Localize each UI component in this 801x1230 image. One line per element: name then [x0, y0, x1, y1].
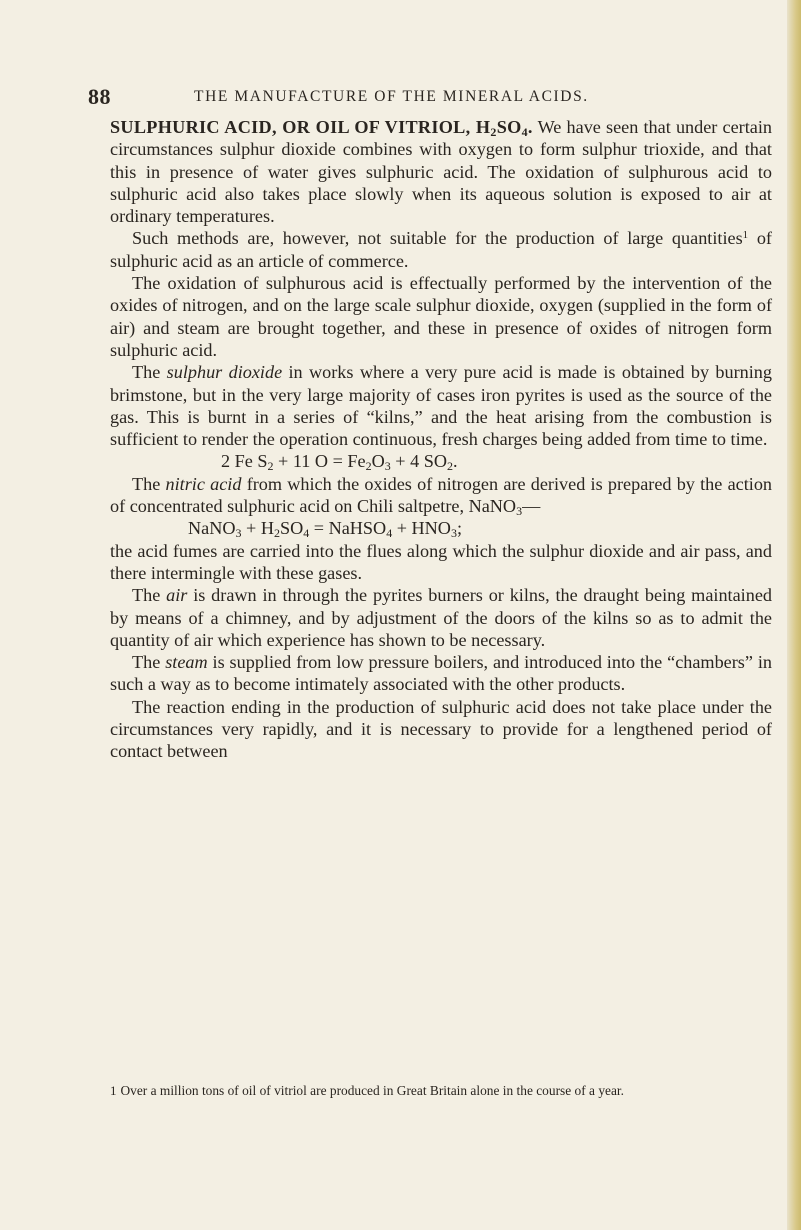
eq2-part-f: ;	[456, 518, 463, 539]
eq2-part-e: + HNO	[392, 518, 451, 539]
paragraph-nitric-acid	[110, 473, 772, 518]
paragraph-methods	[110, 227, 772, 272]
na-text: from which the oxides of nitrogen are derived is prepared by the action of concentrated sulphuric acid on Chili saltpetre, NaNO	[110, 473, 773, 517]
footnote-text: Over a million tons of oil of vitriol are produced in Great Britain alone in the course of a year.	[120, 1083, 624, 1098]
steam-prefix: The	[132, 652, 166, 673]
term-air: air	[166, 585, 188, 606]
eq2-sub-d: 4	[386, 526, 393, 541]
eq1-sub-a: 2	[267, 459, 274, 474]
eq2-sub-a: 3	[235, 526, 242, 541]
page-edge	[787, 0, 801, 1230]
footnote	[110, 1083, 772, 1099]
footnote-mark: 1	[110, 1083, 117, 1098]
term-sulphur-dioxide: sulphur dioxide	[166, 362, 283, 383]
equation-pyrites	[110, 450, 772, 472]
eq1-sub-d: 2	[446, 459, 453, 474]
eq1-sub-b: 2	[365, 459, 372, 474]
page-header	[88, 84, 788, 112]
paragraph-sulphur-dioxide	[110, 361, 772, 450]
eq2-sub-c: 4	[303, 526, 310, 541]
page-number: 88	[88, 84, 111, 109]
paragraph-oxidation: The oxidation of sulphurous acid is effectually performed by the intervention of the oxides of nitrogen, and on the large scale sulphur dioxide, oxygen (supplied in the form of air) and steam are brought together, and these in presence of oxides of nitrogen form sulphuric acid.	[110, 273, 772, 360]
eq2-part-a: NaNO	[188, 518, 236, 539]
methods-text-b: of sulphuric acid as an article of commerce.	[110, 228, 772, 271]
eq1-sub-c: 3	[384, 459, 391, 474]
methods-text-a: Such methods are, however, not suitable for the production of large quantities	[132, 228, 743, 249]
eq2-sub-b: 2	[273, 526, 280, 541]
eq2-sub-e: 3	[450, 526, 457, 541]
heading-sub-2: 2	[490, 125, 497, 139]
steam-text: is supplied from low pressure boilers, and introduced into the “chambers” in such a way as to become intimately associated with the other products.	[110, 652, 773, 695]
heading-sub-4: 4	[521, 125, 528, 139]
paragraph-intro	[110, 116, 772, 227]
na-sub: 3	[516, 504, 523, 519]
eq2-part-b: + H	[241, 518, 274, 539]
footnote-reference[interactable]: 1	[742, 229, 749, 242]
heading-end: .	[527, 117, 533, 137]
eq1-part-d: + 4 SO	[390, 451, 447, 472]
term-steam: steam	[165, 652, 208, 673]
eq1-part-a: 2 Fe S	[221, 451, 268, 472]
sd-prefix: The	[132, 362, 167, 383]
na-end: —	[522, 496, 541, 517]
air-text: is drawn in through the pyrites burners or kilns, the draught being maintained by means of a chimney, and by adjustment of the doors of the kilns so as to admit the quantity of air which experience has shown to be necessary.	[110, 585, 772, 650]
heading-title: SULPHURIC ACID, OR OIL OF VITRIOL, H	[110, 117, 491, 137]
section-heading	[110, 117, 533, 137]
body-text	[110, 116, 772, 763]
paragraph-acid-fumes: the acid fumes are carried into the flues along which the sulphur dioxide and air pass, and there intermingle with these gases.	[110, 540, 772, 583]
intro-text: We have seen that under certain circumstances sulphur dioxide combines with oxygen to form sulphur trioxide, and that this in presence of water gives sulphuric acid. The oxidation of sulphurous acid to sulphuric acid also takes place slowly when its aqueous solution is exposed to air at ordinary temperatures.	[110, 117, 773, 227]
heading-tail: SO	[496, 117, 522, 137]
eq1-part-c: O	[371, 451, 385, 472]
sd-text: in works where a very pure acid is made is obtained by burning brimstone, but in the very large majority of cases iron pyrites is used as the source of the gas. This is burnt in a series of “kilns,” and the heat arising from the combustion is sufficient to render the operation continuous, fresh charges being added from time to time.	[110, 362, 772, 450]
paragraph-air	[110, 584, 772, 651]
paragraph-reaction: The reaction ending in the production of sulphuric acid does not take place under the circumstances very rapidly, and it is necessary to provide for a lengthened period of contact between	[110, 696, 772, 762]
paragraph-steam	[110, 651, 772, 696]
na-prefix: The	[132, 473, 166, 494]
running-head: THE MANUFACTURE OF THE MINERAL ACIDS.	[194, 88, 589, 105]
term-nitric-acid: nitric acid	[165, 473, 242, 494]
eq1-part-e: .	[452, 451, 458, 472]
eq2-part-c: SO	[279, 518, 304, 539]
eq2-part-d: = NaHSO	[309, 518, 387, 539]
equation-saltpetre	[110, 517, 772, 539]
eq1-part-b: + 11 O = Fe	[273, 451, 366, 472]
air-prefix: The	[132, 585, 167, 606]
